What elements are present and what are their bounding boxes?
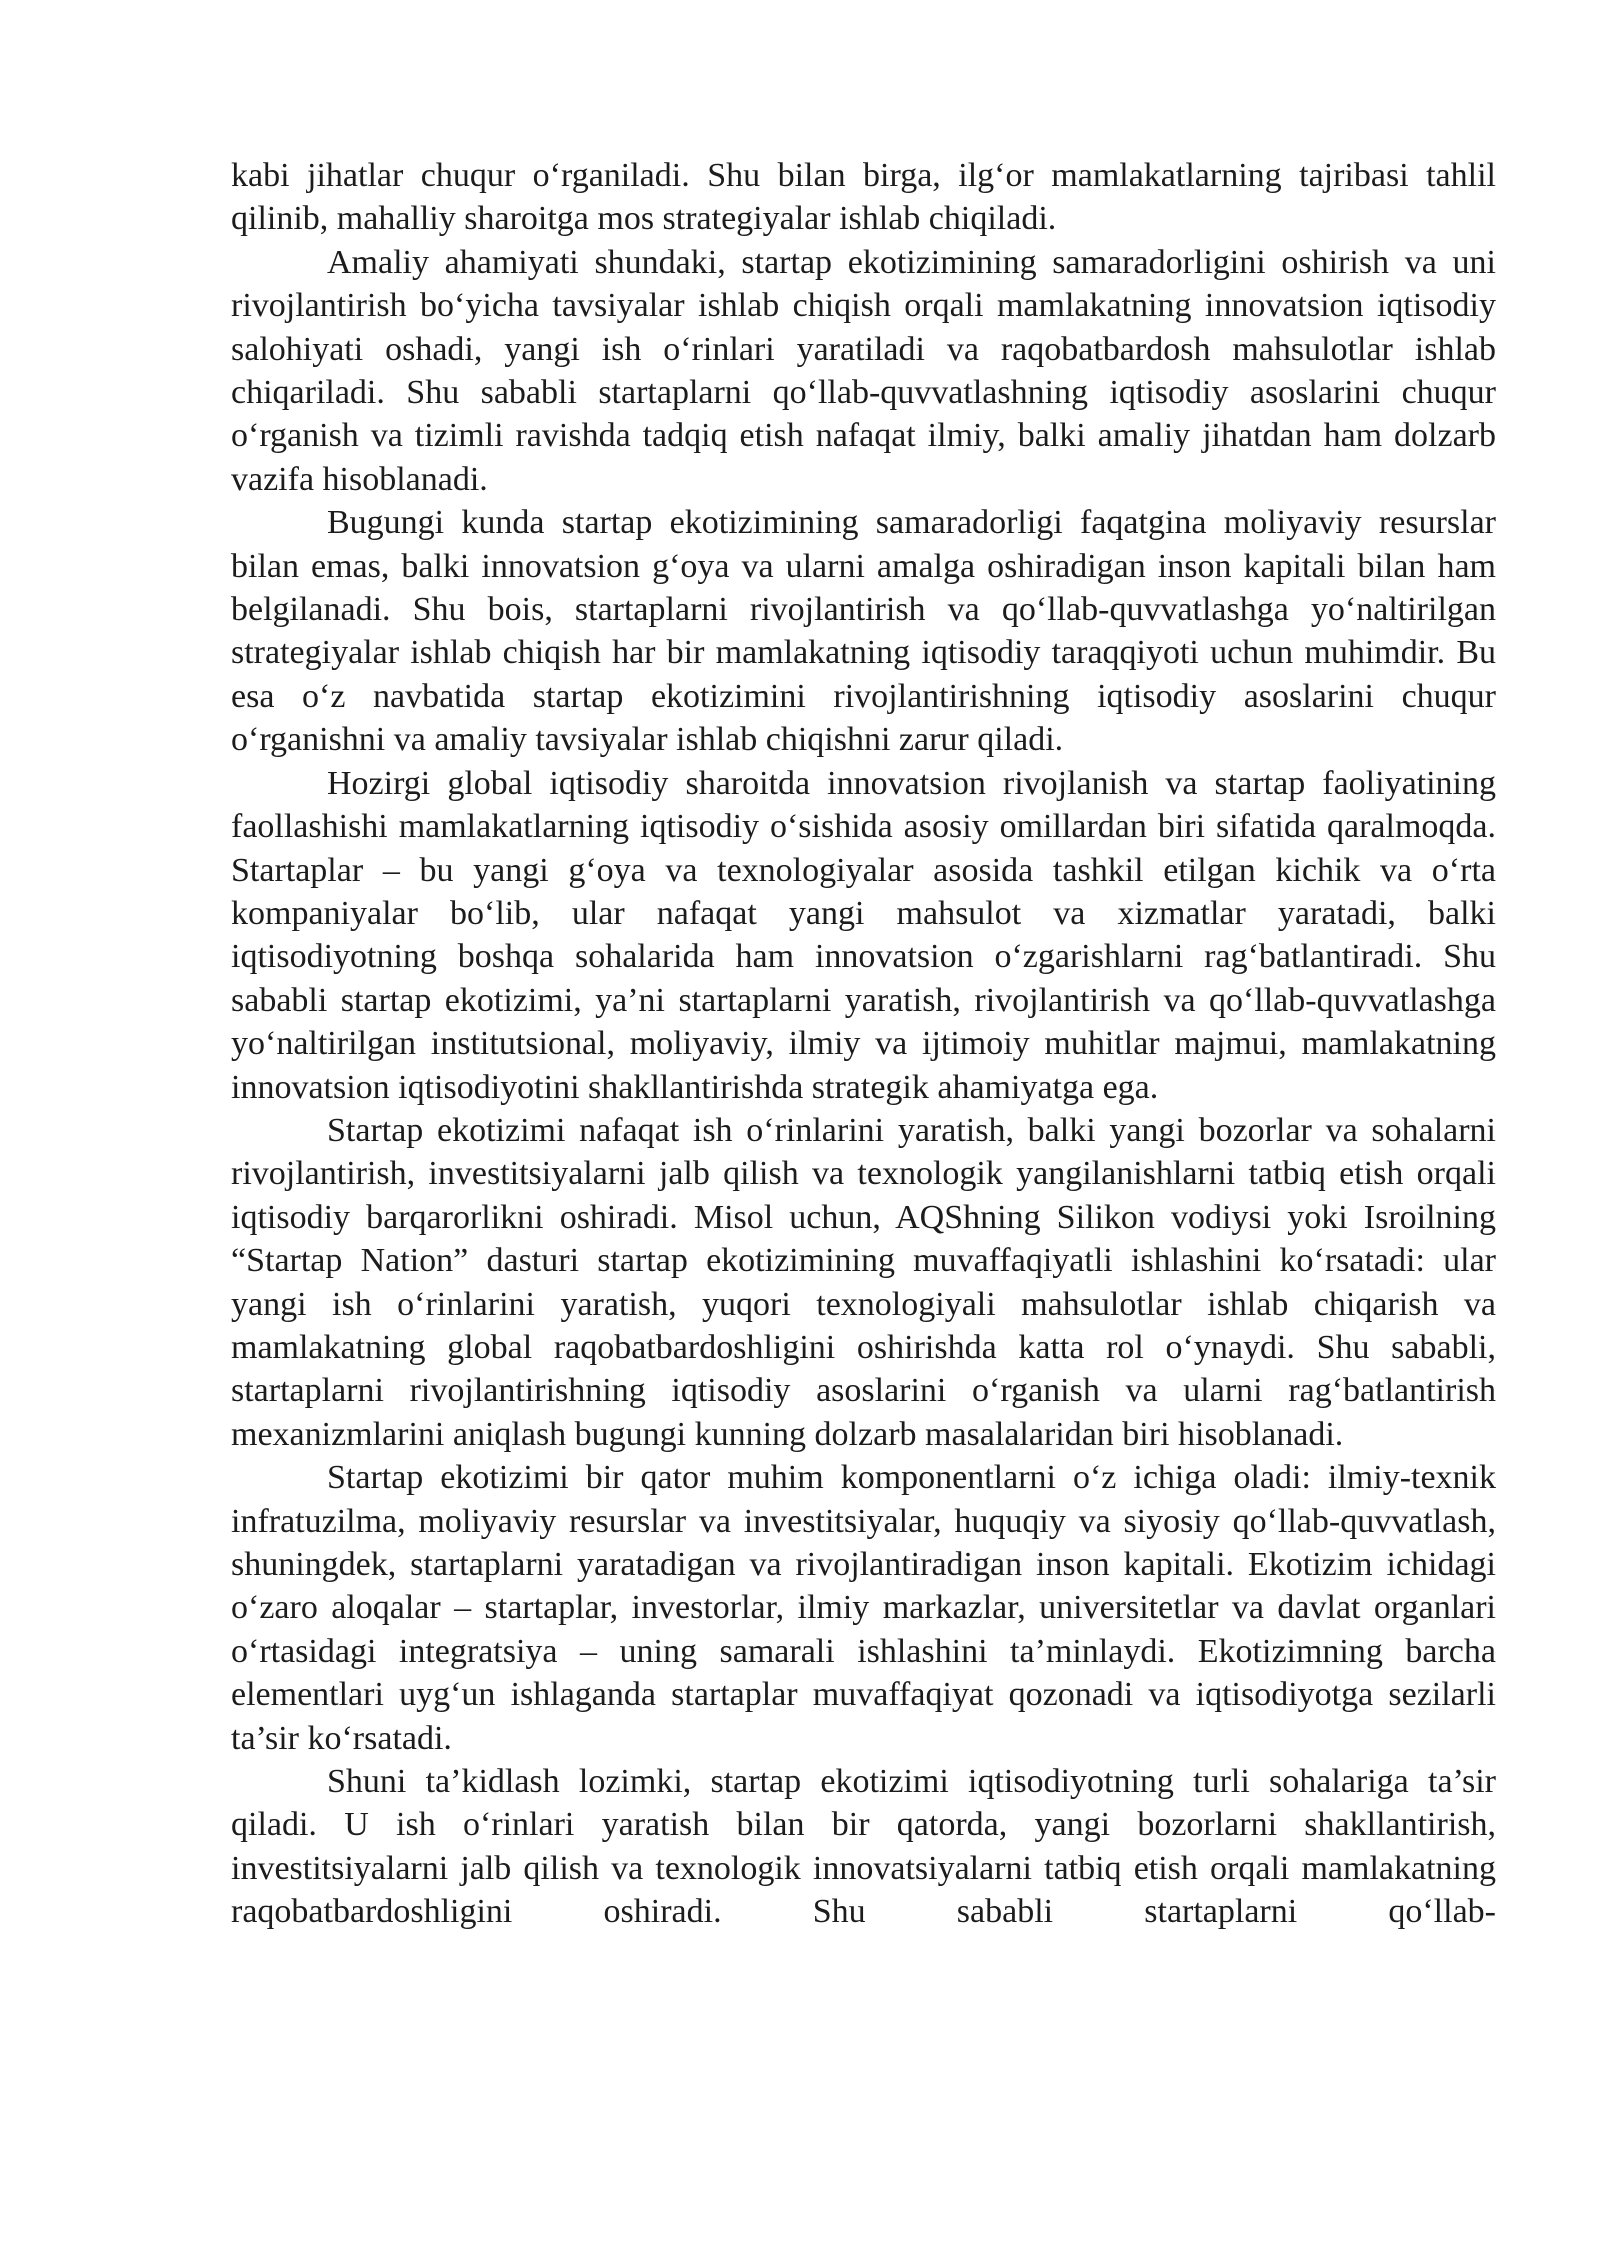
paragraph-global-conditions: Hozirgi global iqtisodiy sharoitda innovatsion rivojlanish va startap faoliyatining faollashishi mamlakatlarning iqtisodiy o‘sishida asosiy omillardan biri sifatida qaralmoqda. Startaplar – bu yangi g‘oya va texnologiyalar asosida tashkil etilgan kichik va o‘rta kompaniyalar bo‘lib, ular nafaqat yangi mahsulot va xizmatlar yaratadi, balki iqtisodiyotning boshqa sohalarida ham innovatsion o‘zgarishlarni rag‘batlantiradi. Shu sababli startap ekotizimi, ya’ni startaplarni yaratish, rivojlantirish va qo‘llab-quvvatlashga yo‘naltirilgan institutsional, moliyaviy, ilmiy va ijtimoiy muhitlar majmui, mamlakatning innovatsion iqtisodiyotini shakllantirishda strategik ahamiyatga ega. xyxy=(231,764,1496,1106)
paragraph-competitiveness: Shuni ta’kidlash lozimki, startap ekotizimi iqtisodiyotning turli sohalariga ta’sir qiladi. U ish o‘rinlari yaratish bilan bir qatorda, yangi bozorlarni shakllantirish, investitsiyalarni jalb qilish va texnologik innovatsiyalarni tatbiq etish orqali mamlakatning raqobatbardoshligini oshiradi. Shu sababli startaplarni qo‘llab- xyxy=(231,1763,1496,1931)
paragraph-continuation: kabi jihatlar chuqur o‘rganiladi. Shu bilan birga, ilg‘or mamlakatlarning tajribasi tahlil qilinib, mahalliy sharoitga mos strategiyalar ishlab chiqiladi. xyxy=(231,157,1496,238)
paragraph-economic-stability: Startap ekotizimi nafaqat ish o‘rinlarini yaratish, balki yangi bozorlar va sohalarni rivojlantirish, investitsiyalarni jalb qilish va texnologik yangilanishlarni tatbiq etish orqali iqtisodiy barqarorlikni oshiradi. Misol uchun, AQShning Silikon vodiysi yoki Isroilning “Startap Nation” dasturi startap ekotizimining muvaffaqiyatli ishlashini ko‘rsatadi: ular yangi ish o‘rinlarini yaratish, yuqori texnologiyali mahsulotlar ishlab chiqarish va mamlakatning global raqobatbardoshligini oshirishda katta rol o‘ynaydi. Shu sababli, startaplarni rivojlantirishning iqtisodiy asoslarini o‘rganish va ularni rag‘batlantirish mexanizmlarini aniqlash bugungi kunning dolzarb masalalaridan biri hisoblanadi. xyxy=(231,1111,1496,1453)
paragraph-ecosystem-components: Startap ekotizimi bir qator muhim komponentlarni o‘z ichiga oladi: ilmiy-texnik infratuzilma, moliyaviy resurslar va investitsiyalar, huquqiy va siyosiy qo‘llab-quvvatlash, shuningdek, startaplarni yaratadigan va rivojlantiradigan inson kapitali. Ekotizim ichidagi o‘zaro aloqalar – startaplar, investorlar, ilmiy markazlar, universitetlar va davlat organlari o‘rtasidagi integratsiya – uning samarali ishlashini ta’minlaydi. Ekotizimning barcha elementlari uyg‘un ishlaganda startaplar muvaffaqiyat qozonadi va iqtisodiyotga sezilarli ta’sir ko‘rsatadi. xyxy=(231,1459,1496,1757)
paragraph-ecosystem-efficiency: Bugungi kunda startap ekotizimining samaradorligi faqatgina moliyaviy resurslar bilan emas, balki innovatsion g‘oya va ularni amalga oshiradigan inson kapitali bilan ham belgilanadi. Shu bois, startaplarni rivojlantirish va qo‘llab-quvvatlashga yo‘naltirilgan strategiyalar ishlab chiqish har bir mamlakatning iqtisodiy taraqqiyoti uchun muhimdir. Bu esa o‘z navbatida startap ekotizimini rivojlantirishning iqtisodiy asoslarini chuqur o‘rganishni va amaliy tavsiyalar ishlab chiqishni zarur qiladi. xyxy=(231,504,1496,759)
document-body xyxy=(231,154,1496,1934)
paragraph-practical-significance: Amaliy ahamiyati shundaki, startap ekotizimining samaradorligini oshirish va uni rivojlantirish bo‘yicha tavsiyalar ishlab chiqish orqali mamlakatning innovatsion iqtisodiy salohiyati oshadi, yangi ish o‘rinlari yaratiladi va raqobatbardosh mahsulotlar ishlab chiqariladi. Shu sababli startaplarni qo‘llab-quvvatlashning iqtisodiy asoslarini chuqur o‘rganish va tizimli ravishda tadqiq etish nafaqat ilmiy, balki amaliy jihatdan ham dolzarb vazifa hisoblanadi. xyxy=(231,243,1496,498)
